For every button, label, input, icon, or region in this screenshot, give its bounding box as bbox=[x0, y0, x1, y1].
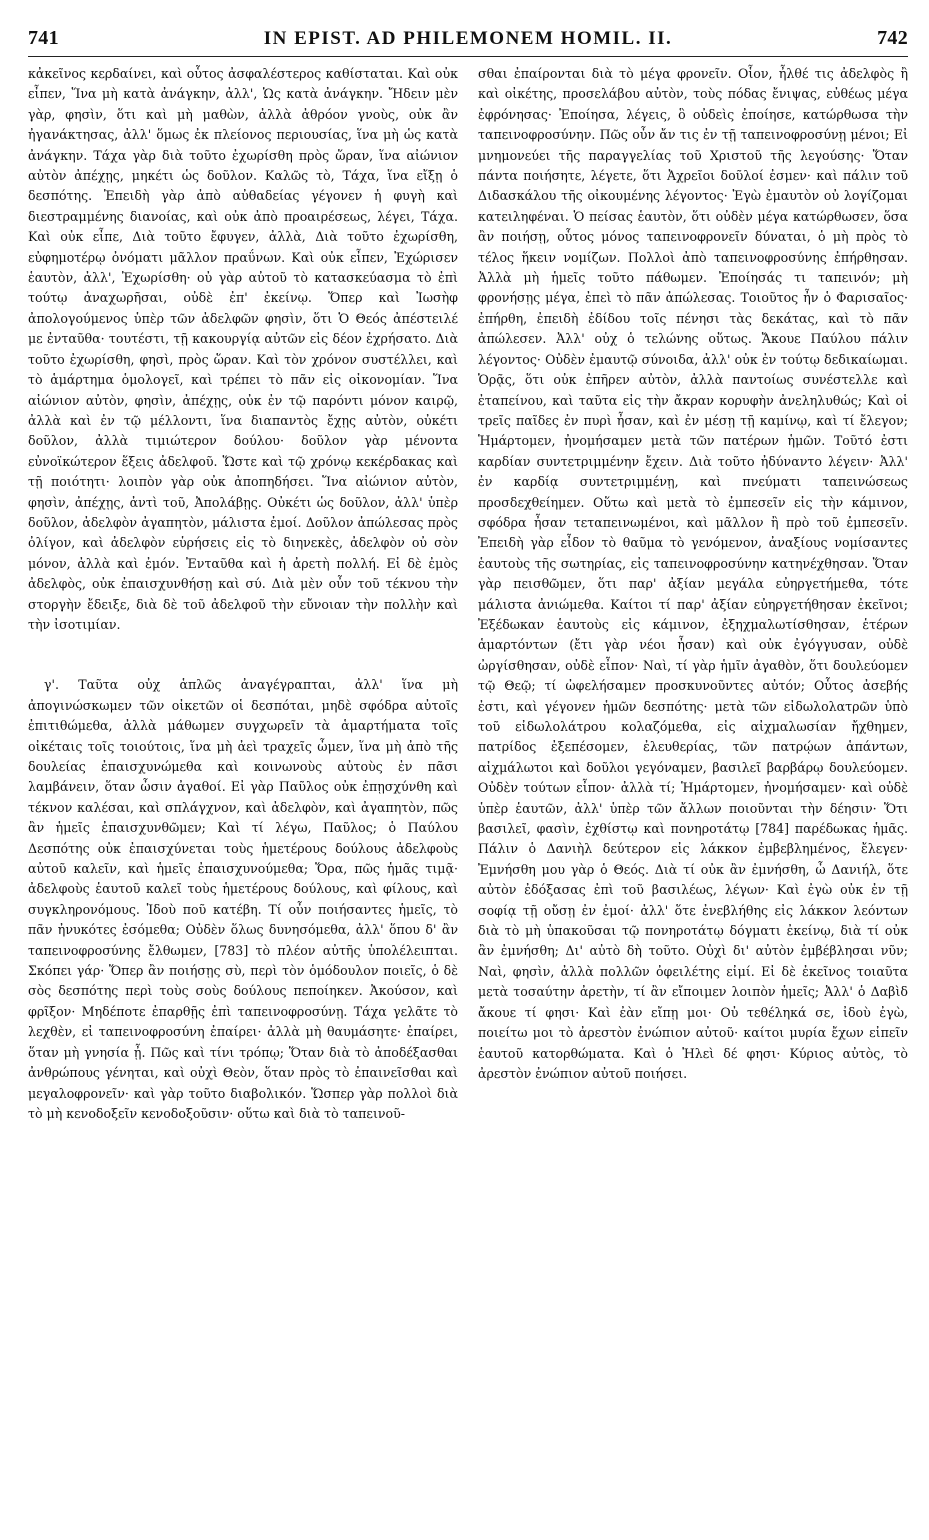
running-header bbox=[28, 10, 908, 57]
right-column bbox=[478, 64, 908, 1084]
left-column bbox=[28, 64, 458, 1124]
left-paragraph-1: κἀκεῖνος κερδαίνει, καὶ οὗτος ἀσφαλέστερος καθίσταται. Καὶ οὐκ εἶπεν, Ἵνα μὴ κατὰ ἀνάγκην, ἀλλ', Ὡς κατὰ ἀνάγκην. Ἤδειν μὲν γὰρ, φησὶν, ὅτι καὶ μὴ μαθὼν, ἀλλὰ ἀθρόον γνοὺς, οὐκ ἂν ἠγανάκτησας, ἀλλ' ὅμως ἐκ πλείονος περιουσίας, ἵνα μὴ ὡς κατὰ ἀνάγκην. Τάχα γὰρ διὰ τοῦτο ἐχωρίσθη πρὸς ὥραν, ἵνα αἰώνιον αὐτὸν ἀπέχῃς, μηκέτι ὡς δοῦλον. Καλῶς τὸ, Τάχα, ἵνα εἴξῃ ὁ δεσπότης. Ἐπειδὴ γὰρ ἀπὸ αὐθαδείας γέγονεν ἡ φυγὴ καὶ διεστραμμένης διανοίας, καὶ οὐκ ἀπὸ προαιρέσεως, λέγει, Τάχα. Καὶ οὐκ εἶπε, Διὰ τοῦτο ἔφυγεν, ἀλλὰ, Διὰ τοῦτο ἐχωρίσθη, εὐφημοτέρῳ ὀνόματι μᾶλλον πραΰνων. Καὶ οὐκ εἶπεν, Ἐχώρισεν ἑαυτὸν, ἀλλ', Ἐχωρίσθη· οὐ γὰρ αὐτοῦ τὸ κατασκεύασμα τὸ ἐπὶ τούτῳ ἀναχωρῆσαι, οὐδὲ ἐπ' ἐκείνῳ. Ὅπερ καὶ Ἰωσὴφ ἀπολογούμενος ὑπὲρ τῶν ἀδελφῶν φησὶν, ὅτι Ὁ Θεός ἀπέστειλέ με ἐνταῦθα· τουτέστι, τῇ κακουργίᾳ αὐτῶν εἰς δέον ἐχρήσατο. Διὰ τοῦτο ἐχωρίσθη, φησὶ, πρὸς ὥραν. Καὶ τὸν χρόνον συστέλλει, καὶ τὸ ἁμάρτημα ὁμολογεῖ, καὶ τρέπει τὸ πᾶν εἰς οἰκονομίαν. Ἵνα αἰώνιον αὐτὸν, φησὶν, ἀπέχῃς, οὐκ ἐν τῷ παρόντι μόνον καιρῷ, ἀλλὰ καὶ ἐν τῷ μέλλοντι, ἵνα διαπαντὸς ἔχῃς αὐτὸν, οὐκέτι δοῦλον, ἀλλὰ τιμιώτερον δούλου· δοῦλον γὰρ μένοντα εὐνοϊκώτερον ἕξεις ἀδελφοῦ. Ὥστε καὶ τῷ χρόνῳ κεκέρδακας καὶ τῇ ποιότητι· λοιπὸν γὰρ οὐκ ἀποπηδήσει. Ἵνα αἰώνιον αὐτὸν, φησὶν, ἀπέχῃς, ἀντὶ τοῦ, Ἀπολάβῃς. Οὐκέτι ὡς δοῦλον, ἀλλ' ὑπὲρ δοῦλον, ἀδελφὸν ἀγαπητὸν, μάλιστα ἐμοί. Δοῦλον ἀπώλεσας πρὸς ὀλίγον, καὶ ἀδελφὸν εὑρήσεις εἰς τὸ διηνεκὲς, ἀδελφὸν οὐ σὸν μόνον, ἀλλὰ καὶ ἐμόν. Ἐνταῦθα καὶ ἡ ἀρετὴ πολλή. Εἰ δὲ ἐμὸς ἀδελφὸς, οὐκ ἐπαισχυνθήσῃ καὶ σύ. Διὰ μὲν οὖν τοῦ τέκνου τὴν στοργὴν ἔδειξε, διὰ δὲ τοῦ ἀδελφοῦ τὴν εὔνοιαν τὴν πολλὴν καὶ τὴν ἰσοτιμίαν. bbox=[28, 66, 458, 632]
running-title: IN EPIST. AD PHILEMONEM HOMIL. II. bbox=[263, 28, 673, 49]
section-gap bbox=[28, 635, 458, 675]
right-page-number: 742 bbox=[877, 27, 908, 49]
right-paragraph-1: σθαι ἐπαίρονται διὰ τὸ μέγα φρονεῖν. Οἷον, ἦλθέ τις ἀδελφὸς ἢ καὶ οἰκέτης, προσελάβου αὐτὸν, τοὺς πόδας ἔνιψας, εὐθέως μέγα ἐφρόνησας· Ἐποίησα, λέγεις, ὃ οὐδεὶς ἐποίησε, κατώρθωσα τὴν ταπεινοφροσύνην. Πῶς οὖν ἄν τις ἐν τῇ ταπεινοφροσύνῃ μένοι; Εἰ μνημονεύει τῆς παραγγελίας τοῦ Χριστοῦ τῆς λεγούσης· Ὅταν πάντα ποιήσητε, λέγετε, ὅτι Ἀχρεῖοι δοῦλοί ἐσμεν· καὶ πάλιν τοῦ Διδασκάλου τῆς οἰκουμένης λέγοντος· Ἐγὼ ἐμαυτὸν οὐ λογίζομαι κατειληφέναι. Ὁ πείσας ἑαυτὸν, ὅτι οὐδὲν μέγα κατώρθωσεν, ὅσα ἂν ποιήσῃ, οὗτος μόνος ταπεινοφρονεῖν δύναται, ὁ μὴ πρὸς τὸ τέλος ἥκειν νομίζων. Πολλοὶ ἀπὸ ταπεινοφροσύνης ἐπήρθησαν. Ἀλλὰ μὴ ἡμεῖς τοῦτο πάθωμεν. Ἐποίησάς τι ταπεινόν; μὴ φρονήσῃς μέγα, ἐπεὶ τὸ πᾶν ἀπώλεσας. Τοιοῦτος ἦν ὁ Φαρισαῖος· ἐπήρθη, ἐπειδὴ ἐδίδου τοῖς πένησι τὰς δεκάτας, καὶ τὸ πᾶν ἀπώλεσεν. Ἀλλ' οὐχ ὁ τελώνης οὕτως. Ἄκουε Παύλου πάλιν λέγοντος· Οὐδὲν ἐμαυτῷ σύνοιδα, ἀλλ' οὐκ ἐν τούτῳ δεδικαίωμαι. Ὁρᾷς, ὅτι οὐκ ἐπῆρεν αὐτὸν, ἀλλὰ παντοίως συνέστελλε καὶ ἐταπείνου, καὶ ταῦτα εἰς τὴν ἄκραν κορυφὴν ἀνεληλυθώς; Καὶ οἱ τρεῖς παῖδες ἐν πυρὶ ἦσαν, καὶ ἐν μέσῃ τῇ καμίνῳ, καὶ τί ἔλεγον; Ἡμάρτομεν, ἠνομήσαμεν μετὰ τῶν πατέρων ἡμῶν. Τοῦτό ἐστι καρδίαν συντετριμμένην ἔχειν. Διὰ τοῦτο ἠδύναντο λέγειν· Ἀλλ' ἐν καρδίᾳ συντετριμμένῃ, καὶ πνεύματι ταπεινώσεως προσδεχθείημεν. Οὕτω καὶ μετὰ τὸ ἐμπεσεῖν εἰς τὴν κάμινον, σφόδρα ἦσαν τεταπεινωμένοι, καὶ μᾶλλον ἢ πρὸ τοῦ ἐμπεσεῖν. Ἐπειδὴ γὰρ εἶδον τὸ θαῦμα τὸ γενόμενον, ἀναξίους νομίσαντες ἑαυτοὺς τῆς σωτηρίας, εἰς ταπεινοφροσύνην κατηνέχθησαν. Ὅταν γὰρ πεισθῶμεν, ὅτι παρ' ἀξίαν μεγάλα εὐηργετήμεθα, τότε μάλιστα ἀνιώμεθα. Καίτοι τί παρ' ἀξίαν εὐηργετήθησαν ἐκεῖνοι; Ἐξέδωκαν ἑαυτοὺς εἰς κάμινον, ἐξηχμαλωτίσθησαν, ἑτέρων ἁμαρτόντων (ἔτι γὰρ νέοι ἦσαν) καὶ οὐκ ἐγόγγυσαν, οὐδὲ ὠργίσθησαν, οὐδὲ εἶπον· Ναὶ, τί γὰρ ἡμῖν ἀγαθὸν, ὅτι δουλεύομεν τῷ Θεῷ; τί ὠφελήσαμεν προσκυνοῦντες αὐτόν; Οὗτος ἀσεβής ἐστι, καὶ γέγονεν ἡμῶν δεσπότης· μετὰ τῶν εἰδωλολατρῶν ὑπὸ τοῦ εἰδωλολάτρου κολαζόμεθα, εἰς αἰχμαλωσίαν ἤχθημεν, πατρίδος ἐξεπέσομεν, ἐλευθερίας, τῶν πατρῴων ἁπάντων, αἰχμάλωτοι καὶ δοῦλοι γεγόναμεν, βασιλεῖ βαρβάρῳ δουλεύομεν. Οὐδὲν τούτων εἶπον· ἀλλὰ τί; Ἡμάρτομεν, ἠνομήσαμεν· καὶ οὐδὲ ὑπὲρ ἑαυτῶν, ἀλλ' ὑπὲρ τῶν ἄλλων ποιοῦνται τὴν δέησιν· Ὅτι βασιλεῖ, φασὶν, ἐχθίστῳ καὶ πονηροτάτῳ [784] παρέδωκας ἡμᾶς. Πάλιν ὁ Δανιὴλ δεύτερον εἰς λάκκον ἐμβεβλημένος, ἔλεγεν· Ἐμνήσθη μου γὰρ ὁ Θεός. Διὰ τί οὐκ ἂν ἐμνήσθη, ὦ Δανιήλ, ὅτε αὐτὸν ἐδόξασας ἐπὶ τοῦ βασιλέως, λέγων· Καὶ ἐγὼ οὐκ ἐν τῇ σοφίᾳ τῇ οὔσῃ ἐν ἐμοί· ἀλλ' ὅτε ἐνεβλήθης εἰς λάκκον λεόντων διὰ τὸ μὴ ὑπακοῦσαι τῷ πονηροτάτῳ δόγματι ἐκείνῳ, διὰ τί οὐκ ἂν ἐμνήσθη; Δι' αὐτὸ δὴ τοῦτο. Οὐχὶ δι' αὐτὸν ἐμβέβλησαι νῦν; Ναὶ, φησὶν, ἀλλὰ πολλῶν ὀφειλέτης εἰμί. Εἰ δὲ ἐκεῖνος τοιαῦτα μετὰ τοσαύτην ἀρετὴν, τί ἂν εἴποιμεν λοιπὸν ἡμεῖς; Ἀλλ' ὁ Δαβὶδ ἄκουε τί φησι· Καὶ ἐὰν εἴπῃ μοι· Οὐ τεθέληκά σε, ἰδοὺ ἐγὼ, ποιείτω μοι τὸ ἀρεστὸν ἐνώπιον αὐτοῦ· καίτοι μυρία ἔχων εἰπεῖν ἑαυτοῦ κατορθώματα. Καὶ ὁ Ἠλεὶ δέ φησι· Κύριος αὐτὸς, τὸ ἀρεστὸν ἐνώπιον αὐτοῦ ποιήσει. bbox=[478, 66, 908, 1081]
left-page-number: 741 bbox=[28, 27, 59, 49]
left-paragraph-2: γ'. Ταῦτα οὐχ ἁπλῶς ἀναγέγραπται, ἀλλ' ἵνα μὴ ἀπογινώσκωμεν τῶν οἰκετῶν οἱ δεσπόται, μηδὲ σφόδρα αὐτοῖς ἐπιτιθώμεθα, ἀλλὰ μάθωμεν συγχωρεῖν τὰ ἁμαρτήματα τοῖς οἰκέταις τοῖς τοιούτοις, ἵνα μὴ ἀεὶ τραχεῖς ὦμεν, ἵνα μὴ ἀπὸ τῆς δουλείας ἐπαισχυνώμεθα καὶ κοινωνοὺς αὐτοὺς ἐν πᾶσι λαμβάνειν, ὅταν ὦσιν ἀγαθοί. Εἰ γὰρ Παῦλος οὐκ ἐπῃσχύνθη καὶ τέκνον καλέσαι, καὶ σπλάγχνον, καὶ ἀδελφὸν, καὶ ἀγαπητὸν, πῶς ἂν ἡμεῖς ἐπαισχυνθῶμεν; Καὶ τί λέγω, Παῦλος; ὁ Παύλου Δεσπότης οὐκ ἐπαισχύνεται τοὺς ἡμετέρους δούλους ἀδελφοὺς αὐτοῦ καλεῖν, καὶ ἡμεῖς ἐπαισχυνούμεθα; Ὅρα, πῶς ἡμᾶς τιμᾷ· ἀδελφοὺς ἑαυτοῦ καλεῖ τοὺς ἡμετέρους δούλους, καὶ φίλους, καὶ συγκληρονόμους. Ἰδοὺ ποῦ κατέβη. Τί οὖν ποιήσαντες ἡμεῖς, τὸ πᾶν ἠνυκότες ἐσόμεθα; Οὐδὲν ὅλως δυνησόμεθα, ἀλλ' ὅπου δ' ἂν ταπεινοφροσύνης ἔλθωμεν, [783] τὸ πλέον αὐτῆς ὑπολέλειπται. Σκόπει γάρ· Ὅπερ ἂν ποιήσῃς σὺ, περὶ τὸν ὁμόδουλον ποιεῖς, ὁ δὲ σὸς δεσπότης περὶ τοὺς σοὺς δούλους πεποίηκεν. Ἀκούσον, καὶ φρῖξον· Μηδέποτε ἐπαρθῇς ἐπὶ ταπεινοφροσύνῃ. Τάχα γελᾶτε τὸ λεχθὲν, εἰ ταπεινοφροσύνη ἐπαίρει· ἀλλὰ μὴ θαυμάσητε· ἐπαίρει, ὅταν μὴ γνησία ᾖ. Πῶς καὶ τίνι τρόπῳ; Ὅταν διὰ τὸ ἀποδέξασθαι ἀνθρώπους γένηται, καὶ οὐχὶ Θεὸν, ὅταν πρὸς τὸ ἐπαινεῖσθαι καὶ μεγαλοφρονεῖν· καὶ γὰρ τοῦτο διαβολικόν. Ὥσπερ γὰρ πολλοὶ διὰ τὸ μὴ κενοδοξεῖν κενοδοξοῦσιν· οὕτω καὶ διὰ τὸ ταπεινοῦ- bbox=[28, 677, 458, 1121]
